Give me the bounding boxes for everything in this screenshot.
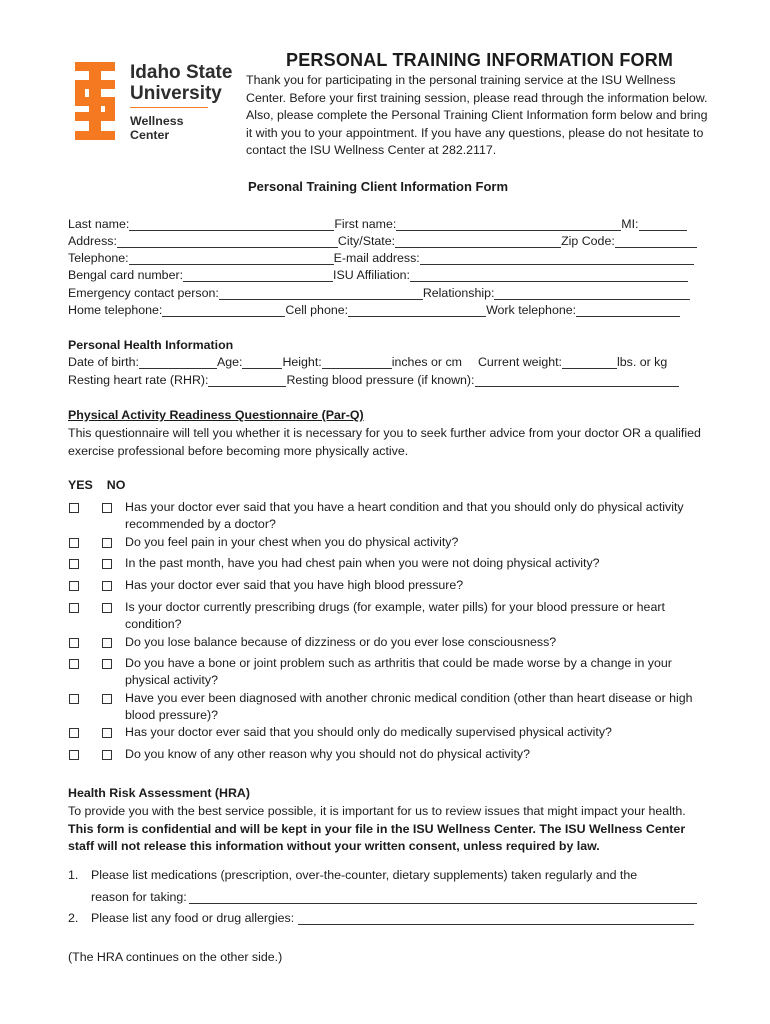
mi-label: MI: — [621, 217, 639, 231]
height-label: Height: — [282, 355, 322, 369]
yes-checkbox[interactable] — [69, 503, 79, 513]
age-label: Age: — [216, 355, 243, 369]
height-unit-label: inches or cm — [391, 355, 462, 369]
isu-affiliation-label: ISU Affiliation: — [333, 268, 410, 282]
rhr-field[interactable] — [208, 373, 286, 387]
no-header: NO — [106, 478, 126, 492]
home-telephone-label: Home telephone: — [68, 303, 163, 317]
health-section-title: Personal Health Information — [68, 338, 234, 352]
row-address — [68, 233, 702, 250]
logo-text-line1: Idaho State — [130, 62, 233, 83]
question-text: Is your doctor currently prescribing drugs (for example, water pills) for your blood pressure or heart condition? — [125, 600, 665, 631]
medications-reason-label: reason for taking: — [91, 890, 187, 904]
telephone-field[interactable] — [129, 251, 334, 265]
hra-desc-plain: To provide you with the best service possible, it is important for us to review issues that might impact your health. — [68, 804, 686, 818]
city-state-label: City/State: — [337, 234, 396, 248]
question-text: In the past month, have you had chest pain when you were not doing physical activity? — [125, 556, 600, 570]
parq-question — [68, 499, 708, 533]
rbp-field[interactable] — [475, 373, 679, 387]
yes-checkbox[interactable] — [69, 559, 79, 569]
logo-text-line3: Wellness — [130, 114, 184, 128]
email-field[interactable] — [420, 251, 694, 265]
first-name-field[interactable] — [396, 217, 621, 231]
emergency-contact-label: Emergency contact person: — [68, 286, 219, 300]
parq-title: Physical Activity Readiness Questionnaire (Par-Q) — [68, 408, 364, 422]
work-telephone-label: Work telephone: — [486, 303, 577, 317]
row-bengal — [68, 267, 702, 284]
no-checkbox[interactable] — [102, 728, 112, 738]
hra-description — [68, 803, 708, 856]
row-phones — [68, 302, 702, 319]
allergies-field[interactable] — [298, 911, 694, 925]
item-number: 1. — [68, 868, 79, 882]
parq-description: This questionnaire will tell you whether it is necessary for you to seek further advice from your doctor OR a qualified exercise professional before becoming more physically active. — [68, 426, 701, 458]
question-text: Has your doctor ever said that you have a heart condition and that you should only do physical activity recommended by a doctor? — [125, 500, 684, 531]
row-emergency — [68, 285, 702, 302]
parq-question — [68, 577, 708, 594]
isu-logo-icon — [70, 62, 120, 140]
parq-question — [68, 724, 708, 741]
parq-question — [68, 534, 708, 551]
city-state-field[interactable] — [395, 234, 561, 248]
row-name — [68, 216, 702, 233]
cell-phone-field[interactable] — [348, 303, 486, 317]
question-text: Do you feel pain in your chest when you do physical activity? — [125, 535, 459, 549]
email-label: E-mail address: — [333, 251, 420, 265]
logo-text-line2: University — [130, 83, 222, 104]
emergency-contact-field[interactable] — [219, 286, 423, 300]
parq-question — [68, 634, 708, 651]
yes-checkbox[interactable] — [69, 603, 79, 613]
parq-question — [68, 599, 708, 633]
yes-checkbox[interactable] — [69, 581, 79, 591]
home-telephone-field[interactable] — [162, 303, 285, 317]
question-text: Do you know of any other reason why you should not do physical activity? — [125, 747, 530, 761]
relationship-field[interactable] — [494, 286, 690, 300]
last-name-label: Last name: — [68, 217, 130, 231]
yes-checkbox[interactable] — [69, 638, 79, 648]
hra-item-medications-cont — [68, 889, 708, 906]
no-checkbox[interactable] — [102, 503, 112, 513]
yes-checkbox[interactable] — [69, 694, 79, 704]
row-telephone — [68, 250, 702, 267]
relationship-label: Relationship: — [422, 286, 495, 300]
no-checkbox[interactable] — [102, 638, 112, 648]
hra-desc-bold: This form is confidential and will be kept in your file in the ISU Wellness Center. The ISU Wellness Center staff will not release this information without your written consent, unless required by law. — [68, 821, 686, 853]
item-number: 2. — [68, 911, 79, 925]
mi-field[interactable] — [639, 217, 687, 231]
weight-field[interactable] — [562, 355, 617, 369]
yes-header: YES — [68, 478, 93, 492]
address-label: Address: — [68, 234, 117, 248]
question-text: Do you lose balance because of dizziness or do you ever lose consciousness? — [125, 635, 557, 649]
parq-question — [68, 555, 708, 572]
rbp-label: Resting blood pressure (if known): — [286, 373, 475, 387]
dob-field[interactable] — [139, 355, 217, 369]
age-field[interactable] — [242, 355, 282, 369]
isu-affiliation-field[interactable] — [410, 268, 688, 282]
rhr-label: Resting heart rate (RHR): — [68, 373, 209, 387]
medications-field[interactable] — [189, 890, 697, 904]
telephone-label: Telephone: — [68, 251, 129, 265]
no-checkbox[interactable] — [102, 581, 112, 591]
parq-question — [68, 690, 708, 724]
bengal-card-label: Bengal card number: — [68, 268, 184, 282]
question-text: Has your doctor ever said that you have high blood pressure? — [125, 578, 464, 592]
hra-item-medications — [68, 867, 708, 884]
hra-item-allergies — [68, 910, 708, 927]
hra-title: Health Risk Assessment (HRA) — [68, 786, 251, 800]
yes-checkbox[interactable] — [69, 728, 79, 738]
row-resting — [68, 372, 702, 389]
row-vitals — [68, 354, 702, 371]
weight-unit-label: lbs. or kg — [617, 355, 668, 369]
yes-checkbox[interactable] — [69, 750, 79, 760]
yes-no-header — [68, 478, 125, 492]
last-name-field[interactable] — [129, 217, 334, 231]
medications-question: Please list medications (prescription, over-the-counter, dietary supplements) taken regularly and the — [91, 868, 638, 882]
bengal-card-field[interactable] — [183, 268, 333, 282]
yes-checkbox[interactable] — [69, 538, 79, 548]
no-checkbox[interactable] — [102, 750, 112, 760]
logo-divider — [130, 107, 208, 108]
no-checkbox[interactable] — [102, 659, 112, 669]
question-text: Do you have a bone or joint problem such as arthritis that could be made worse by a change in your physical activity? — [125, 656, 672, 687]
weight-label: Current weight: — [477, 355, 562, 369]
zip-field[interactable] — [615, 234, 697, 248]
client-form-title: Personal Training Client Information Form — [248, 179, 509, 194]
parq-question — [68, 655, 708, 689]
no-checkbox[interactable] — [102, 538, 112, 548]
page-title: PERSONAL TRAINING INFORMATION FORM — [286, 50, 674, 70]
yes-checkbox[interactable] — [69, 659, 79, 669]
first-name-label: First name: — [334, 217, 397, 231]
no-checkbox[interactable] — [102, 694, 112, 704]
continues-note: (The HRA continues on the other side.) — [68, 950, 283, 964]
no-checkbox[interactable] — [102, 559, 112, 569]
parq-question — [68, 746, 708, 763]
allergies-label: Please list any food or drug allergies: — [91, 911, 295, 925]
height-field[interactable] — [322, 355, 392, 369]
question-text: Has your doctor ever said that you should only do medically supervised physical activity? — [125, 725, 612, 739]
no-checkbox[interactable] — [102, 603, 112, 613]
intro-paragraph: Thank you for participating in the personal training service at the ISU Wellness Center. Before your first training session, please read through the information below. Also, please complete the Personal Training Client Information form below and bring it with you to your appointment. If you have any questions, please do not hesitate to contact the ISU Wellness Center at 282.2117. — [246, 73, 708, 157]
dob-label: Date of birth: — [68, 355, 139, 369]
logo-text-line4: Center — [130, 128, 170, 142]
work-telephone-field[interactable] — [576, 303, 680, 317]
zip-label: Zip Code: — [561, 234, 615, 248]
question-text: Have you ever been diagnosed with another chronic medical condition (other than heart disease or high blood pressure)? — [125, 691, 693, 722]
address-field[interactable] — [117, 234, 338, 248]
cell-phone-label: Cell phone: — [285, 303, 349, 317]
